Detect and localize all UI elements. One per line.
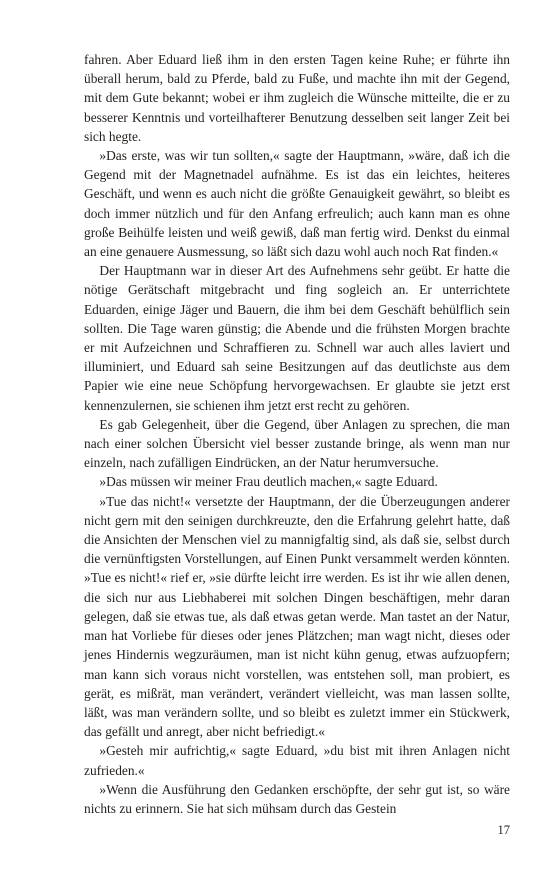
paragraph: »Tue das nicht!« versetzte der Hauptmann, der die Überzeugungen anderer nicht gern mit den seinigen durchkreuzte, den die Erfahrung gelehrt hatte, daß die Ansichten der Menschen viel zu mannigfaltig sind, als daß sie, selbst durch die vernünftigsten Vorstellungen, auf Einen Punkt versammelt werden könnten. »Tue es nicht!« rief er, »sie dürfte leicht irre werden. Es ist ihr wie allen denen, die sich nur aus Liebhaberei mit solchen Dingen beschäftigen, mehr daran gelegen, daß sie etwas tue, als daß etwas getan werde. Man tastet an der Natur, man hat Vorliebe für dieses oder jenes Plätzchen; man wagt nicht, dieses oder jenes Hindernis wegzuräumen, man ist nicht kühn genug, etwas aufzuopfern; man kann sich voraus nicht vorstellen, was entstehen soll, man probiert, es gerät, es mißrät, man verändert, verändert vielleicht, was man lassen sollte, läßt, was man verändern sollte, und so bleibt es zuletzt immer ein Stückwerk, das gefällt und anregt, aber nicht befriedigt.« — [84, 493, 510, 740]
paragraph: Der Hauptmann war in dieser Art des Aufnehmens sehr geübt. Er hatte die nötige Gerätschaft mitgebracht und fing sogleich an. Er unterrichtete Eduarden, einige Jäger und Bauern, die ihm bei dem Geschäft behülflich sein sollten. Die Tage waren günstig; die Abende und die frühsten Morgen brachte er mit Aufzeichnen und Schraffieren zu. Schnell war auch alles laviert und illuminiert, und Eduard sah seine Besitzungen auf das deutlichste aus dem Papier wie eine neue Schöpfung hervorgewachsen. Er glaubte sie jetzt erst kennenzulernen, sie schienen ihm jetzt erst recht zu gehören. — [84, 263, 510, 413]
page-number: 17 — [497, 823, 510, 837]
paragraph: »Das müssen wir meiner Frau deutlich machen,« sagte Eduard. — [99, 474, 438, 490]
paragraph: Es gab Gelegenheit, über die Gegend, über Anlagen zu sprechen, die man nach einer solchen Übersicht viel besser zustande bringe, als wenn man nur einzeln, nach zufälligen Eindrücken, an der Natur herumversuche. — [84, 416, 510, 471]
paragraph: »Gesteh mir aufrichtig,« sagte Eduard, »du bist mit ihren Anlagen nicht zufrieden.« — [84, 743, 510, 778]
page-body — [84, 50, 510, 818]
paragraph: »Das erste, was wir tun sollten,« sagte der Hauptmann, »wäre, daß ich die Gegend mit der Magnetnadel aufnähme. Es ist das ein leichtes, heiteres Geschäft, und wenn es auch nicht die größte Genauigkeit gewährt, so bleibt es doch immer nützlich und für den Anfang erfreulich; auch kann man es ohne große Beihülfe leisten und weiß gewiß, daß man fertig wird. Denkst du einmal an eine genauere Ausmessung, so läßt sich dazu wohl auch noch Rat finden.« — [84, 148, 510, 260]
paragraph: fahren. Aber Eduard ließ ihm in den ersten Tagen keine Ruhe; er führte ihn überall herum, bald zu Pferde, bald zu Fuße, und machte ihn mit der Gegend, mit dem Gute bekannt; wobei er ihm zugleich die Wünsche mitteilte, die er zu besserer Kenntnis und vorteilhafterer Benutzung desselben seit langer Zeit bei sich hegte. — [84, 52, 510, 144]
paragraph: »Wenn die Ausführung den Gedanken erschöpfte, der sehr gut ist, so wäre nichts zu erinnern. Sie hat sich mühsam durch das Gestein — [84, 781, 510, 816]
